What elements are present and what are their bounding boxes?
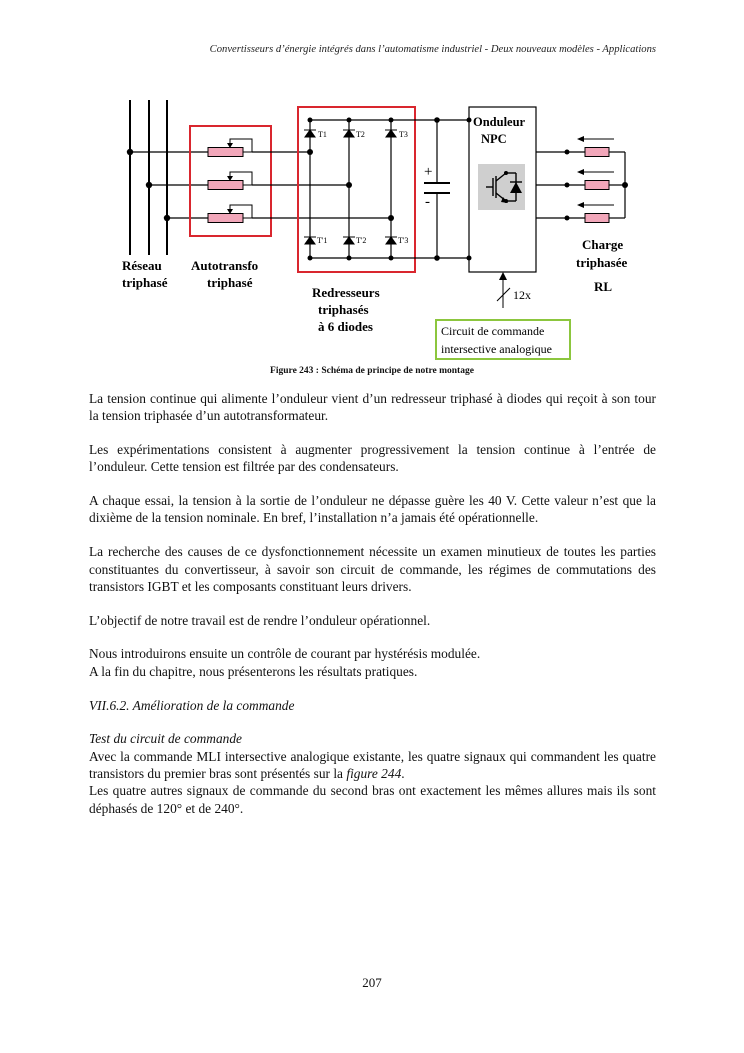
igbt-icon — [478, 164, 525, 210]
paragraph-3: A chaque essai, la tension à la sortie de l’onduleur ne dépasse guère les 40 V. Cette valeur n’est que la dixième de la tension nominale. En bref, l’installation n’a jamais été opérationnelle. — [89, 493, 656, 526]
diode-label-t2p: T'2 — [356, 236, 367, 245]
paragraph-7-end: . — [401, 765, 405, 781]
capacitor-plus: + — [424, 164, 433, 180]
rectifier-label-line2: triphasés — [318, 302, 369, 317]
paragraph-7-text: Avec la commande MLI intersective analogique existante, les quatre signaux qui commandent les quatre transistors du premier bras sont présentés sur la — [89, 748, 656, 781]
network-lines — [130, 100, 167, 255]
paragraph-8: Les quatre autres signaux de commande du second bras ont exactement les mêmes allures mais ils sont déphasés de 120° et de 240°. — [89, 783, 656, 816]
circuit-diagram — [0, 0, 744, 370]
paragraph-6b: A la fin du chapitre, nous présenterons les résultats pratiques. — [89, 663, 418, 679]
load-connections — [536, 152, 625, 218]
gate-count-label: 12x — [513, 288, 531, 302]
paragraph-4: La recherche des causes de ce dysfonctionnement nécessite un examen minutieux de toutes les parties constituantes du convertisseur, à savoir son circuit de commande, les régimes de commutations des transistors IGBT et les composants constituant leurs drivers. — [89, 544, 656, 594]
paragraph-7 — [89, 748, 656, 783]
rectifier-label-line3: à 6 diodes — [318, 319, 373, 334]
running-header: Convertisseurs d’énergie intégrés dans l’automatisme industriel - Deux nouveaux modèles - Applications — [209, 44, 656, 55]
autotransfo-label-line2: triphasé — [207, 275, 253, 290]
rectifier-label-line1: Redresseurs — [312, 285, 380, 300]
diode-label-t1: T1 — [318, 130, 327, 139]
capacitor-minus: - — [425, 194, 430, 210]
paragraph-1: La tension continue qui alimente l’onduleur vient d’un redresseur triphasé à diodes qui reçoit à son tour la tension triphasée d’un autotransformateur. — [89, 391, 656, 424]
diode-label-t3p: T'3 — [398, 236, 409, 245]
control-label-line2: intersective analogique — [441, 342, 552, 356]
diode-label-t1p: T'1 — [317, 236, 328, 245]
autotransformer-resistors — [208, 148, 243, 223]
section-heading: VII.6.2. Amélioration de la commande — [89, 697, 295, 713]
load-label-line2: triphasée — [576, 255, 628, 270]
load-label-line1: Charge — [582, 237, 624, 252]
autotransfo-label-line1: Autotransfo — [191, 258, 259, 273]
network-label-line2: triphasé — [122, 275, 168, 290]
load-resistors — [585, 148, 609, 223]
inverter-label-line1: Onduleur — [473, 115, 526, 129]
diode-label-t3: T3 — [399, 130, 408, 139]
load-label-line3: RL — [594, 279, 613, 294]
body-text — [89, 390, 656, 833]
figure-caption: Figure 243 : Schéma de principe de notre montage — [270, 366, 474, 376]
paragraph-2: Les expérimentations consistent à augmenter progressivement la tension continue à l’entrée de l’onduleur. Cette tension est filtrée par des condensateurs. — [89, 442, 656, 475]
paragraph-5: L’objectif de notre travail est de rendre l’onduleur opérationnel. — [89, 612, 431, 628]
control-label-line1: Circuit de commande — [441, 324, 545, 338]
page-number: 207 — [362, 975, 382, 990]
figure-reference: figure 244 — [346, 765, 402, 781]
paragraph-6a: Nous introduirons ensuite un contrôle de courant par hystérésis modulée. — [89, 646, 481, 662]
diode-label-t2: T2 — [356, 130, 365, 139]
network-label-line1: Réseau — [122, 258, 162, 273]
inverter-label-line2: NPC — [481, 132, 507, 146]
subheading: Test du circuit de commande — [89, 731, 242, 747]
